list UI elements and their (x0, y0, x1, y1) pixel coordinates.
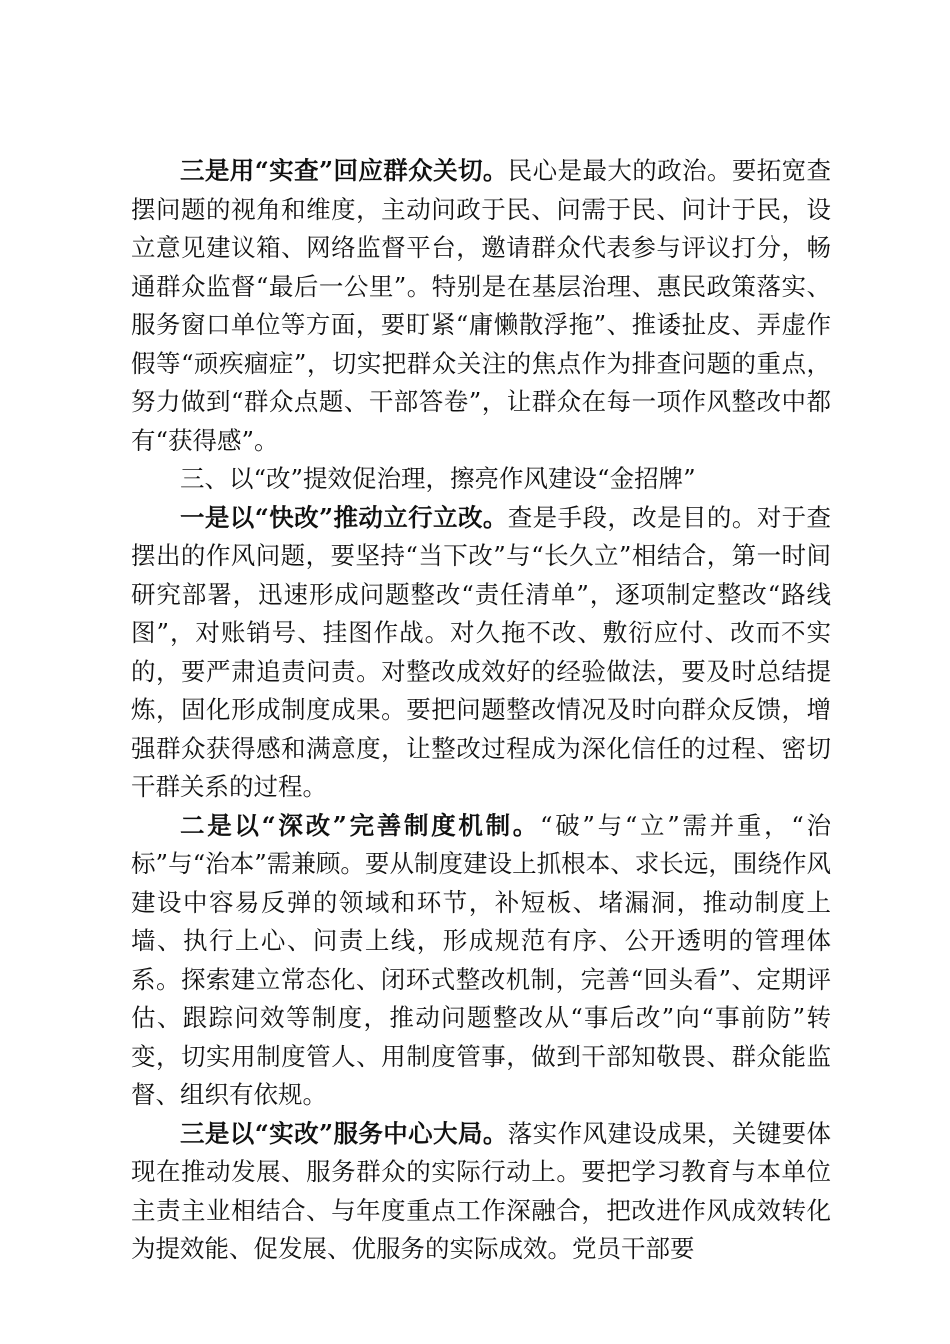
paragraph-shen-gai (131, 807, 831, 1115)
section-heading: 三、以“改”提效促治理，擦亮作风建设“金招牌” (180, 464, 696, 493)
paragraph-body: “破”与“立”需并重，“治标”与“治本”需兼顾。要从制度建设上抓根本、求长远，围绕作风建设中容易反弹的领域和环节，补短板、堵漏洞，推动制度上墙、执行上心、问责上线，形成规范有序、公开透明的管理体系。探索建立常态化、闭环式整改机制，完善“回头看”、定期评估、跟踪问效等制度，推动问题整改从“事后改”向“事前防”转变，切实用制度管人、用制度管事，做到干部知敬畏、群众能监督、组织有依规。 (131, 810, 832, 1109)
paragraph-body: 民心是最大的政治。要拓宽查摆问题的视角和维度，主动问政于民、问需于民、问计于民，设立意见建议箱、网络监督平台，邀请群众代表参与评议打分，畅通群众监督“最后一公里”。特别是在基层治理、惠民政策落实、服务窗口单位等方面，要盯紧“庸懒散浮拖”、推诿扯皮、弄虚作假等“顽疾痼症”，切实把群众关注的焦点作为排查问题的重点，努力做到“群众点题、干部答卷”，让群众在每一项作风整改中都有“获得感”。 (131, 156, 832, 455)
document-body (131, 152, 831, 1269)
paragraph-lead: 二是以“深改”完善制度机制。 (180, 810, 540, 840)
paragraph-lead: 三是用“实查”回应群众关切。 (180, 156, 508, 185)
paragraph-lead: 三是以“实改”服务中心大局。 (180, 1118, 508, 1148)
paragraph-body: 查是手段，改是目的。对于查摆出的作风问题，要坚持“当下改”与“长久立”相结合，第一时间研究部署，迅速形成问题整改“责任清单”，逐项制定整改“路线图”，对账销号、挂图作战。对久拖不改、敷衍应付、改而不实的，要严肃追责问责。对整改成效好的经验做法，要及时总结提炼，固化形成制度成果。要把问题整改情况及时向群众反馈，增强群众获得感和满意度，让整改过程成为深化信任的过程、密切干群关系的过程。 (131, 502, 832, 801)
paragraph-kuai-gai (131, 499, 831, 807)
paragraph-body: 落实作风建设成果，关键要体现在推动发展、服务群众的实际行动上。要把学习教育与本单位主责主业相结合、与年度重点工作深融合，把改进作风成效转化为提效能、促发展、优服务的实际成效。党员干部要 (131, 1118, 832, 1263)
paragraph-lead: 一是以“快改”推动立行立改。 (180, 502, 508, 532)
paragraph-shi-gai (131, 1115, 831, 1269)
paragraph-shi-cha (131, 152, 831, 460)
